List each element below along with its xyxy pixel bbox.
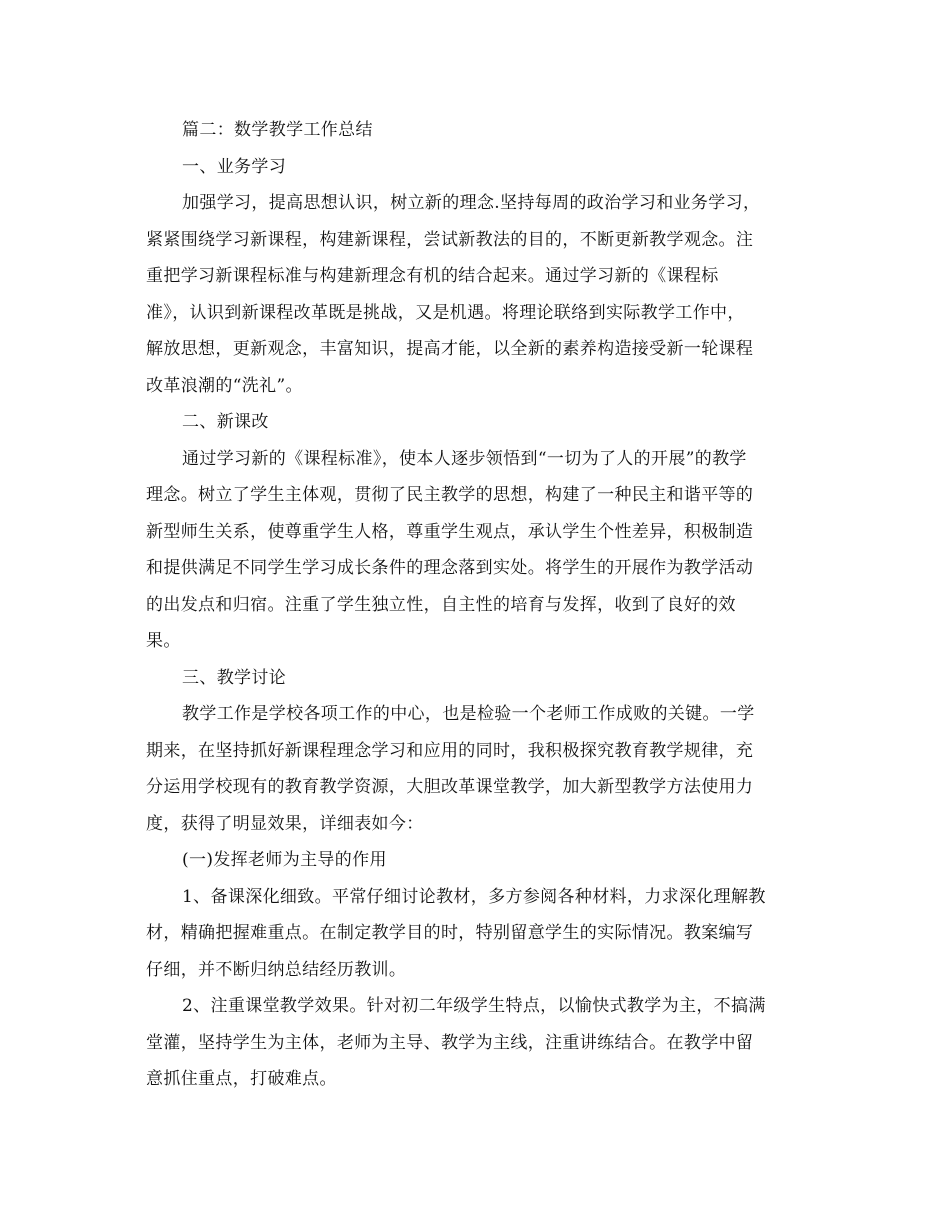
text-line: 材，精确把握难重点。在制定教学目的时，特别留意学生的实际情况。教案编写 bbox=[146, 923, 754, 943]
section-heading-business-study: 一、业务学习 bbox=[182, 156, 287, 177]
paragraph-item-classroom-effect bbox=[146, 988, 806, 1098]
text-line: 加强学习，提高思想认识，树立新的理念.坚持每周的政治学习和业务学习， bbox=[182, 193, 761, 213]
text-line: 果。 bbox=[146, 631, 181, 651]
subsection-heading-teacher-leading-role: (一)发挥老师为主导的作用 bbox=[182, 850, 387, 870]
document-body bbox=[146, 112, 806, 1098]
paragraph-business-study bbox=[146, 185, 806, 404]
text-line: 理念。树立了学生主体观，贯彻了民主教学的思想，构建了一种民主和谐平等的 bbox=[146, 485, 754, 505]
text-line: 和提供满足不同学生学习成长条件的理念落到实处。将学生的开展作为教学活动 bbox=[146, 558, 754, 578]
text-line: 仔细，并不断归纳总结经历教训。 bbox=[146, 959, 407, 980]
text-line: 意抓住重点，打破难点。 bbox=[146, 1069, 337, 1089]
document-title: 篇二：数学教学工作总结 bbox=[182, 120, 373, 140]
section-heading-teaching-discussion: 三、教学讨论 bbox=[182, 667, 287, 688]
text-line: 准》，认识到新课程改革既是挑战，又是机遇。将理论联络到实际教学工作中， bbox=[146, 302, 745, 323]
text-line: 重把学习新课程标准与构建新理念有机的结合起来。通过学习新的《课程标 bbox=[146, 266, 719, 286]
text-line: 1、备课深化细致。平常仔细讨论教材，多方参阅各种材料，力求深化理解教 bbox=[182, 886, 766, 907]
text-line: 期来，在坚持抓好新课程理念学习和应用的同时，我积极探究教育教学规律，充 bbox=[146, 740, 754, 761]
paragraph-teaching-discussion bbox=[146, 696, 806, 842]
paragraph-new-curriculum bbox=[146, 441, 806, 660]
text-line: 堂灌，坚持学生为主体，老师为主导、教学为主线，注重讲练结合。在教学中留 bbox=[146, 1032, 754, 1053]
text-line: 2、注重课堂教学效果。针对初二年级学生特点，以愉快式教学为主，不搞满 bbox=[182, 996, 766, 1016]
text-line: 度，获得了明显效果，详细表如今： bbox=[146, 813, 424, 834]
section-heading-new-curriculum: 二、新课改 bbox=[182, 412, 269, 432]
paragraph-item-lesson-preparation bbox=[146, 879, 806, 989]
text-line: 的出发点和归宿。注重了学生独立性，自主性的培育与发挥，收到了良好的效 bbox=[146, 594, 736, 615]
text-line: 改革浪潮的“洗礼”。 bbox=[146, 375, 303, 396]
text-line: 紧紧围绕学习新课程，构建新课程，尝试新教法的目的，不断更新教学观念。注 bbox=[146, 229, 754, 250]
text-line: 新型师生关系，使尊重学生人格，尊重学生观点，承认学生个性差异，积极制造 bbox=[146, 521, 754, 542]
text-line: 分运用学校现有的教育教学资源，大胆改革课堂教学，加大新型教学方法使用力 bbox=[146, 777, 754, 797]
text-line: 解放思想，更新观念，丰富知识，提高才能，以全新的素养构造接受新一轮课程 bbox=[146, 339, 754, 359]
text-line: 教学工作是学校各项工作的中心，也是检验一个老师工作成败的关键。一学 bbox=[182, 704, 755, 724]
text-line: 通过学习新的《课程标准》，使本人逐步领悟到“一切为了人的开展”的教学 bbox=[182, 448, 747, 469]
